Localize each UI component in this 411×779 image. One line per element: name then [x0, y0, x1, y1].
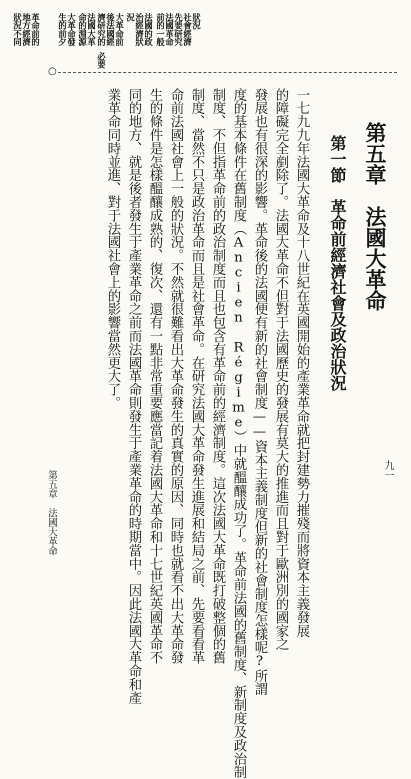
margin-note: 法國大革 [86, 13, 97, 47]
margin-note: 況 [125, 13, 136, 22]
body-line: 業革命同時並進、對于法國社會上的影響當然更大了。 [105, 88, 120, 410]
body-line: 制度、不但指革命前的政治制度而且也包含有革命前的經濟制度。這次法國大革命既打破整個的舊 [210, 88, 225, 665]
margin-divider [58, 72, 397, 73]
margin-note: 法國革命 [164, 13, 175, 47]
chapter-title: 第五章 法國大革命 [363, 122, 388, 311]
page-number: 九一 [382, 460, 393, 480]
margin-note: 前的一般 [155, 13, 166, 47]
margin-note: 生的前夕 [57, 13, 68, 47]
margin-note: 法國的政 [143, 13, 154, 47]
margin-note: 治經濟狀 [134, 13, 145, 47]
margin-note: 大革命發 [66, 13, 77, 47]
body-line: 一七九九年法國大革命及十八世紀在英國開始的產業革命就把封建勢力摧殘而將資本主義發展 [294, 88, 309, 638]
body-line: 命前法國社會上一般的狀況。不然就很難看出大革命發生的真實的原因、同時也就看不出大革命發 [168, 88, 183, 665]
margin-note: 地方經濟 [21, 13, 32, 47]
body-line: 度的基本條件在舊制度（Ancien Régime）中就醞釀成功了。革命前法國的舊制度、新制度及政治制 [231, 88, 246, 779]
margin-note: 革命前的 [30, 13, 41, 47]
section-title: 第一節 革命前經濟社會及政治狀況 [328, 135, 347, 391]
margin-note: 大革命前 [114, 13, 125, 47]
body-line: 的障礙完全剷除了。法國大革命不但對于法國歷史的發展有莫大的推進而且對于歐洲別的國家之 [273, 88, 288, 651]
margin-note: 狀況 [191, 13, 202, 30]
margin-note: 命的淵源 [77, 13, 88, 47]
margin-note: 先要研究 [173, 13, 184, 47]
margin-note: 狀況不同 [12, 13, 23, 47]
margin-note: 後法國經 [105, 13, 116, 47]
margin-note: 社會經濟 [182, 13, 193, 47]
body-line: 制度、當然不只是政治革命而且是社會革命。在研究法國大革命發生進展和結局之前、先要看看革 [189, 88, 204, 665]
body-line: 生的條件是怎樣醞釀成熟的、復次、還有一點非常重要應當記着法國大革命和十七世紀英國革命不 [147, 88, 162, 665]
rule-mark: ○ [48, 66, 57, 77]
body-line: 同的地方、就是後者發生于產業革命之前而法國革命則發生于產業革命的時期當中。因此法國大革命和產 [126, 88, 141, 705]
body-line: 發展也有很深的影響。革命後的法國便有新的社會制度——資本主義制度但新的社會制度怎樣呢?所謂 [252, 88, 267, 696]
running-head: 第五章 法國大革命 [46, 470, 57, 556]
margin-note: 濟研究的 [96, 13, 107, 47]
margin-note: 必要 [96, 52, 107, 69]
